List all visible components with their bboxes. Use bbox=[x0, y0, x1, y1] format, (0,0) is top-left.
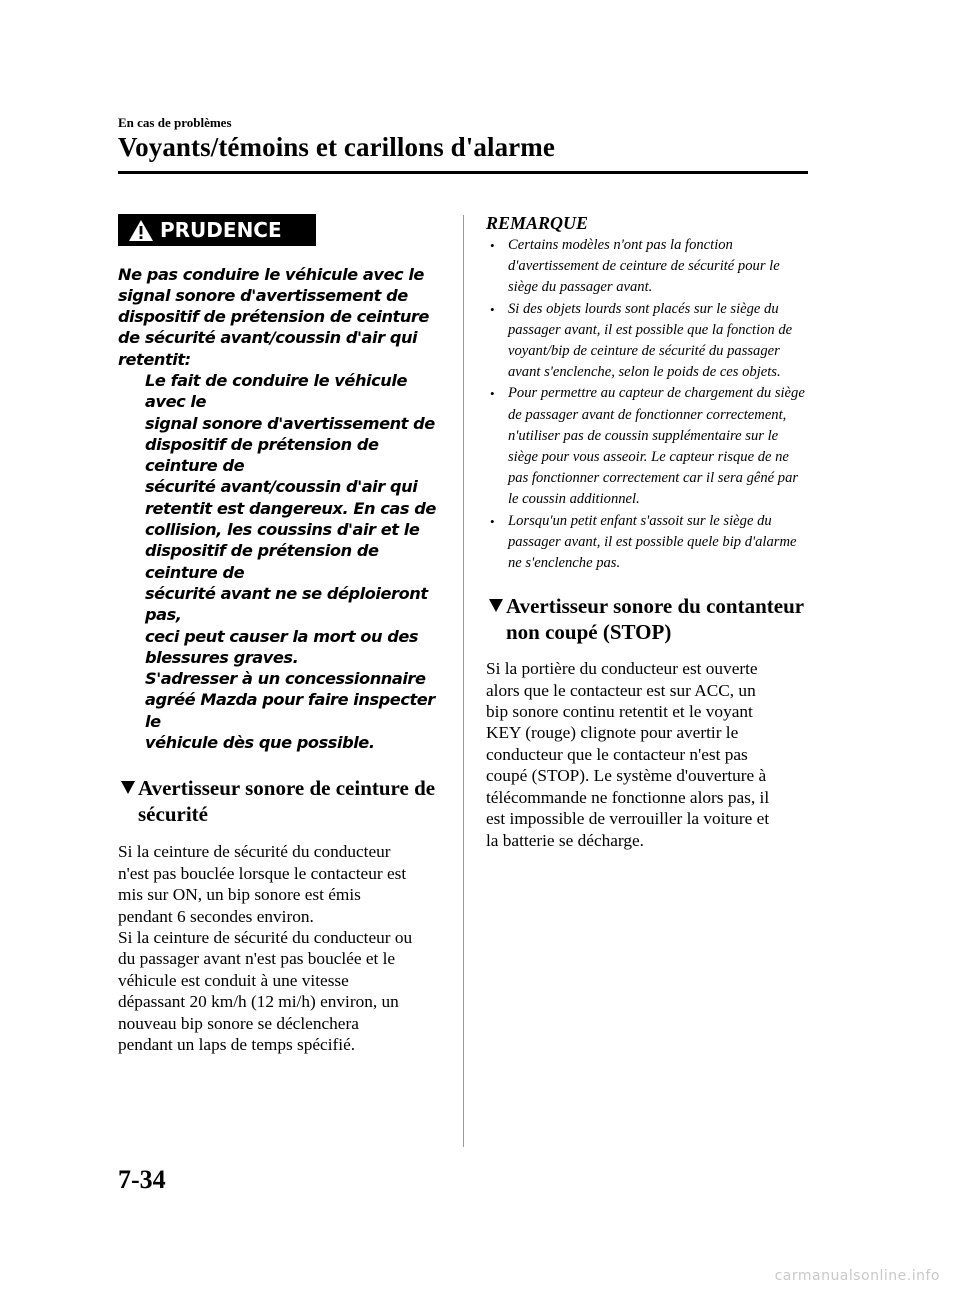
note-title: REMARQUE bbox=[486, 213, 589, 233]
page-title: Voyants/témoins et carillons d'alarme bbox=[118, 132, 555, 162]
ignition-heading-text: Avertisseur sonore du contanteur non coupé (STOP) bbox=[506, 594, 804, 645]
caution-lead: Ne pas conduire le véhicule avec le signal sonore d'avertissement de dispositif de prétension de ceinture de sécurité avant/coussin d'air qui retentit: bbox=[118, 264, 429, 369]
watermark: carmanualsonline.info bbox=[774, 1268, 940, 1284]
warning-triangle-icon bbox=[128, 219, 154, 242]
body-line: alors que le contacteur est sur ACC, un bbox=[486, 680, 756, 700]
caution-line: Le fait de conduire le véhicule avec le bbox=[145, 370, 407, 412]
caution-line: ceci peut causer la mort ou des bbox=[145, 626, 419, 646]
body-line: Si la ceinture de sécurité du conducteur bbox=[118, 842, 391, 862]
body-line: Si la portière du conducteur est ouverte bbox=[486, 659, 758, 679]
caution-line: signal sonore d'avertissement de bbox=[145, 413, 435, 433]
body-line: pendant un laps de temps spécifié. bbox=[118, 1034, 356, 1054]
note-item: • Pour permettre au capteur de chargement du siège de passager avant de fonctionner correctement, n'utiliser pas de coussin supplémentaire sur le siège pour vous asseoir. Le capteur risque de ne pas fonctionner correctement car il sera gêné par le coussin additionnel. bbox=[486, 383, 811, 510]
ignition-section-body bbox=[486, 658, 811, 851]
caution-line: collision, les coussins d'air et le bbox=[145, 520, 420, 540]
note-item: • Certains modèles n'ont pas la fonction d'avertissement de ceinture de sécurité pour le siège du passager avant. bbox=[486, 235, 811, 299]
left-column bbox=[118, 214, 448, 1055]
right-column bbox=[486, 212, 811, 851]
body-line: dépassant 20 km/h (12 mi/h) environ, un bbox=[118, 992, 399, 1012]
caution-line: dispositif de prétension de ceinture de bbox=[145, 434, 379, 476]
body-line: n'est pas bouclée lorsque le contacteur est bbox=[118, 863, 407, 883]
caution-line: sécurité avant/coussin d'air qui bbox=[145, 477, 418, 497]
caution-label: PRUDENCE bbox=[160, 218, 282, 242]
body-line: véhicule est conduit à une vitesse bbox=[118, 970, 349, 990]
column-divider bbox=[463, 215, 464, 1147]
page-number: 7-34 bbox=[118, 1165, 166, 1194]
body-line: coupé (STOP). Le système d'ouverture à bbox=[486, 766, 767, 786]
note-list bbox=[486, 235, 811, 574]
seatbelt-heading-text: Avertisseur sonore de ceinture de sécurité bbox=[138, 776, 436, 827]
body-line: Si la ceinture de sécurité du conducteur ou bbox=[118, 927, 413, 947]
body-line: nouveau bip sonore se déclenchera bbox=[118, 1013, 359, 1033]
body-line: KEY (rouge) clignote pour avertir le bbox=[486, 723, 739, 743]
caution-line: sécurité avant ne se déploieront pas, bbox=[145, 583, 428, 625]
caution-line: véhicule dès que possible. bbox=[145, 733, 375, 753]
body-line: mis sur ON, un bip sonore est émis bbox=[118, 885, 361, 905]
ignition-section-heading bbox=[486, 593, 811, 645]
down-triangle-icon bbox=[118, 780, 138, 795]
caution-line: dispositif de prétension de ceinture de bbox=[145, 541, 379, 582]
body-line: la batterie se décharge. bbox=[486, 830, 645, 850]
body-line: télécommande ne fonctionne alors pas, il bbox=[486, 787, 770, 807]
body-line: pendant 6 secondes environ. bbox=[118, 906, 314, 926]
caution-line: agréé Mazda pour faire inspecter le bbox=[145, 690, 435, 731]
caution-body bbox=[118, 370, 448, 753]
caution-line: blessures graves. bbox=[145, 647, 299, 667]
body-line: est impossible de verrouiller la voiture et bbox=[486, 809, 770, 829]
body-line: conducteur que le contacteur n'est pas bbox=[486, 744, 748, 764]
body-line: bip sonore continu retentit et le voyant bbox=[486, 702, 753, 722]
body-line: du passager avant n'est pas bouclée et le bbox=[118, 949, 396, 969]
section-label: En cas de problèmes bbox=[118, 115, 232, 130]
caution-line: retentit est dangereux. En cas de bbox=[145, 498, 436, 518]
note-item: • Si des objets lourds sont placés sur le siège du passager avant, il est possible que la fonction de voyant/bip de ceinture de sécurité du passager avant s'enclenche, selon le poids de ces objets. bbox=[486, 299, 811, 384]
seatbelt-section-heading bbox=[118, 775, 448, 827]
note-item: • Lorsqu'un petit enfant s'assoit sur le siège du passager avant, il est possible quele bip d'alarme ne s'enclenche pas. bbox=[486, 511, 811, 575]
seatbelt-section-body bbox=[118, 841, 448, 1055]
down-triangle-icon bbox=[486, 598, 506, 613]
caution-badge bbox=[118, 214, 316, 246]
caution-line: S'adresser à un concessionnaire bbox=[145, 669, 426, 689]
title-rule bbox=[118, 171, 808, 174]
